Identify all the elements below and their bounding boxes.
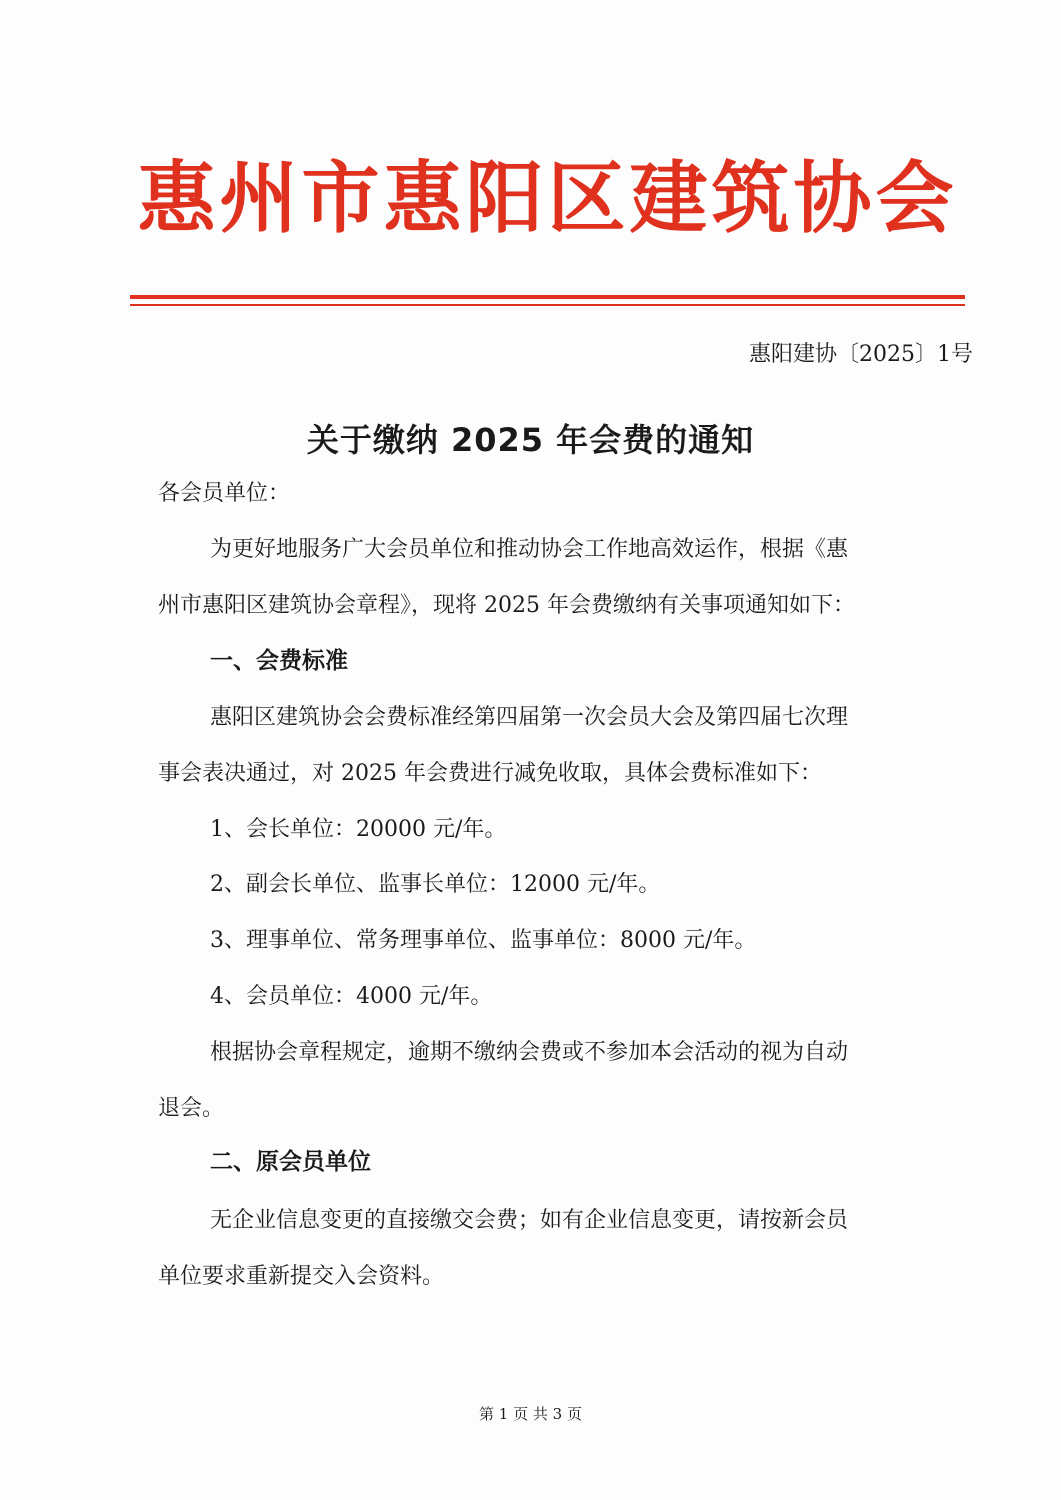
section-1-paragraph-line-2: 事会表决通过，对 2025 年会费进行减免收取，具体会费标准如下： xyxy=(158,761,822,786)
section-2-paragraph-line-2: 单位要求重新提交入会资料。 xyxy=(158,1264,445,1289)
letterhead-organization-name: 惠州市惠阳区建筑协会 xyxy=(137,154,958,244)
fee-item-4: 4、会员单位：4000 元/年。 xyxy=(210,984,493,1009)
section-2-paragraph-line-1: 无企业信息变更的直接缴交会费；如有企业信息变更，请按新会员 xyxy=(210,1208,849,1233)
section-1-paragraph-line-1: 惠阳区建筑协会会费标准经第四届第一次会员大会及第四届七次理 xyxy=(210,705,849,730)
document-title: 关于缴纳 2025 年会费的通知 xyxy=(306,421,755,459)
section-1-heading: 一、会费标准 xyxy=(210,648,348,674)
section-1-note-line-1: 根据协会章程规定，逾期不缴纳会费或不参加本会活动的视为自动 xyxy=(210,1040,849,1065)
fee-item-2: 2、副会长单位、监事长单位：12000 元/年。 xyxy=(210,872,661,897)
salutation: 各会员单位： xyxy=(158,481,291,506)
page-footer: 第 1 页 共 3 页 xyxy=(479,1405,582,1423)
document-number: 惠阳建协〔2025〕1号 xyxy=(749,342,973,367)
intro-paragraph-line-2: 州市惠阳区建筑协会章程》，现将 2025 年会费缴纳有关事项通知如下： xyxy=(158,593,855,618)
letterhead-rule-thin xyxy=(130,304,965,306)
letterhead-rule-thick xyxy=(130,295,965,299)
section-1-note-line-2: 退会。 xyxy=(158,1096,225,1121)
fee-item-3: 3、理事单位、常务理事单位、监事单位：8000 元/年。 xyxy=(210,928,757,953)
intro-paragraph-line-1: 为更好地服务广大会员单位和推动协会工作地高效运作，根据《惠 xyxy=(210,537,849,562)
section-2-heading: 二、原会员单位 xyxy=(210,1149,371,1175)
fee-item-1: 1、会长单位：20000 元/年。 xyxy=(210,817,507,842)
